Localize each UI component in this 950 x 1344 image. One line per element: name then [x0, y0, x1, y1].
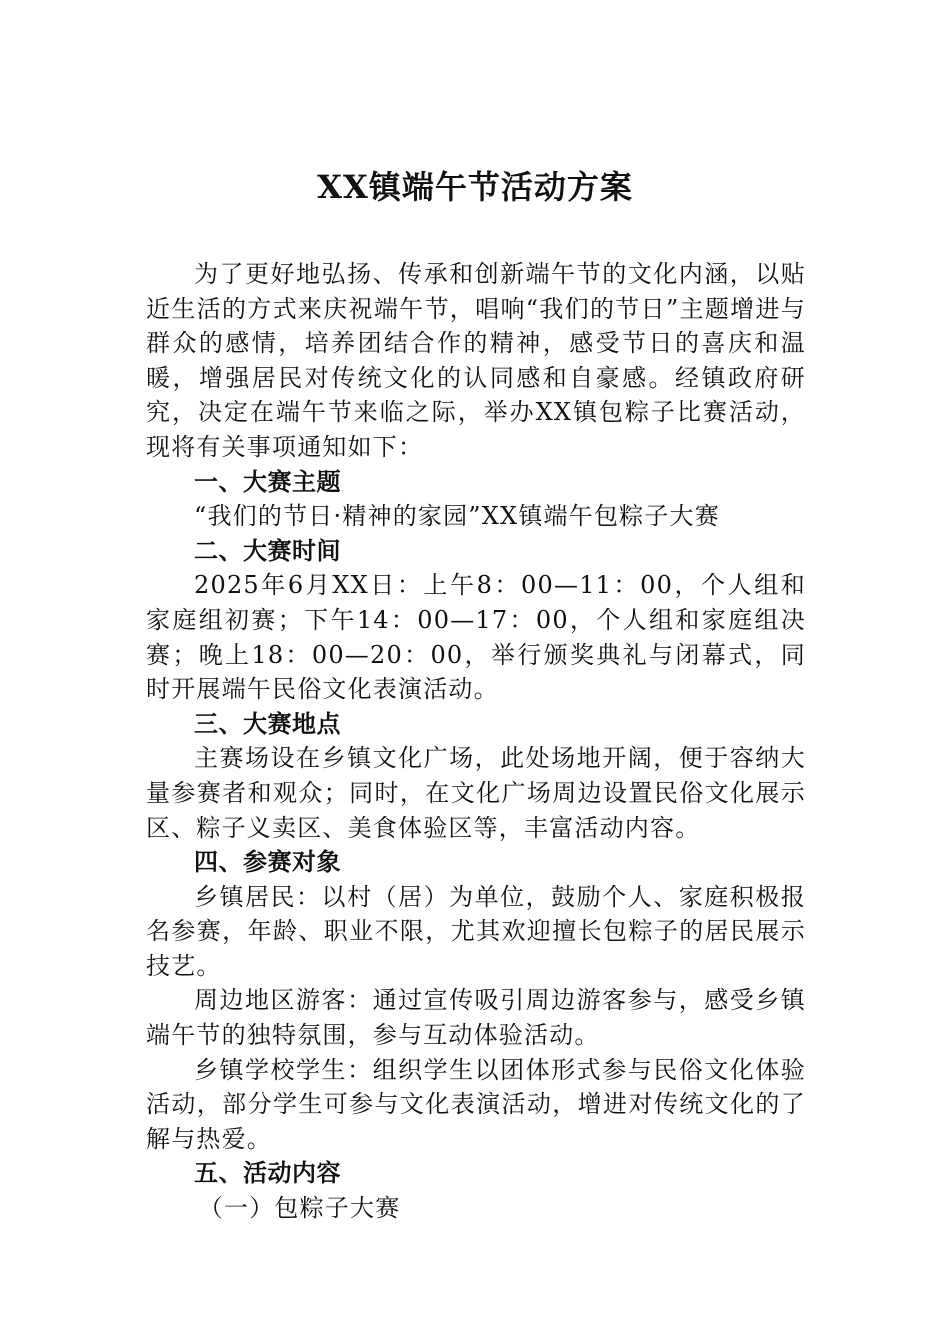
participants-students-paragraph: 乡镇学校学生：组织学生以团体形式参与民俗文化体验活动，部分学生可参与文化表演活动，增进对传统文化的了解与热爱。	[146, 1055, 806, 1153]
document-body	[146, 257, 806, 1226]
participants-tourists-paragraph: 周边地区游客：通过宣传吸引周边游客参与，感受乡镇端午节的独特氛围，参与互动体验活动。	[146, 986, 806, 1050]
intro-paragraph: 为了更好地弘扬、传承和创新端午节的文化内涵，以贴近生活的方式来庆祝端午节，唱响“我们的节日”主题增进与群众的感情，培养团结合作的精神，感受节日的喜庆和温暖，增强居民对传统文化的认同感和自豪感。经镇政府研究，决定在端午节来临之际，举办XX镇包粽子比赛活动，现将有关事项通知如下：	[146, 260, 806, 461]
section-heading-location: 三、大赛地点	[194, 709, 341, 738]
section-heading-time: 二、大赛时间	[194, 536, 341, 565]
subsection-heading: （一）包粽子大赛	[198, 1194, 401, 1223]
section-heading-participants: 四、参赛对象	[194, 848, 341, 877]
theme-paragraph: “我们的节日·精神的家园”XX镇端午包粽子大赛	[194, 502, 720, 531]
section-heading-content: 五、活动内容	[194, 1159, 341, 1188]
location-paragraph: 主赛场设在乡镇文化广场，此处场地开阔，便于容纳大量参赛者和观众；同时，在文化广场周边设置民俗文化展示区、粽子义卖区、美食体验区等，丰富活动内容。	[146, 744, 806, 842]
time-paragraph: 2025年6月XX日：上午8：00—11：00，个人组和家庭组初赛；下午14：00—17：00，个人组和家庭组决赛；晚上18：00—20：00，举行颁奖典礼与闭幕式，同时开展端午民俗文化表演活动。	[146, 571, 806, 704]
document-title: XX镇端午节活动方案	[317, 168, 633, 206]
section-heading-theme: 一、大赛主题	[194, 467, 341, 496]
participants-residents-paragraph: 乡镇居民：以村（居）为单位，鼓励个人、家庭积极报名参赛，年龄、职业不限，尤其欢迎擅长包粽子的居民展示技艺。	[146, 882, 806, 980]
